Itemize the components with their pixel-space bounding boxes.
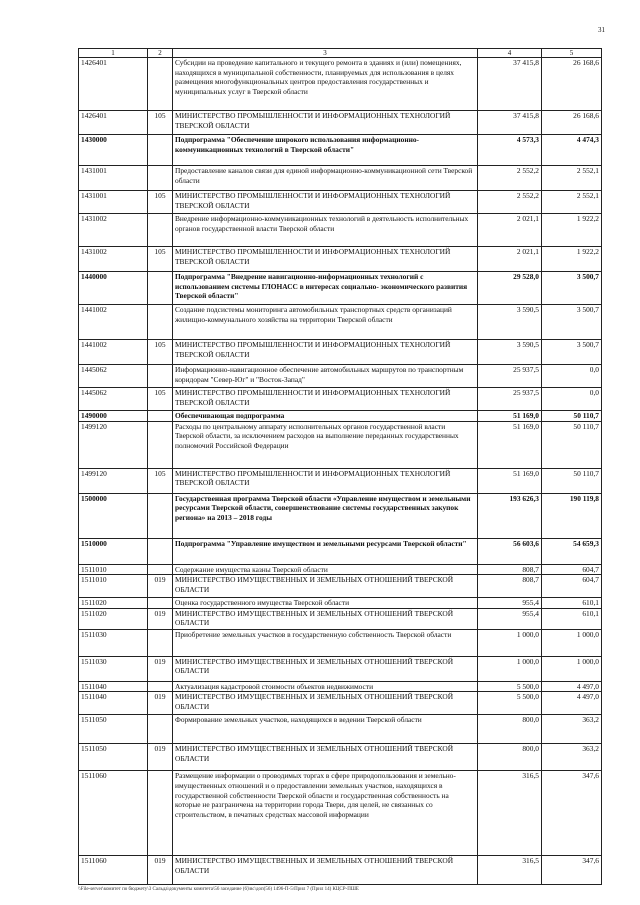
gr-cell	[148, 538, 173, 564]
gr-cell: 019	[148, 744, 173, 771]
actual-value-cell: 26 168,6	[542, 58, 602, 111]
gr-cell	[148, 58, 173, 111]
actual-value-cell: 604,7	[542, 564, 602, 575]
table-row	[79, 681, 602, 692]
name-cell: Создание подсистемы мониторинга автомобильных транспортных средств организаций жилищно-коммунального хозяйства на территории Тверской области	[173, 305, 478, 340]
actual-value-cell: 347,6	[542, 771, 602, 856]
gr-cell	[148, 771, 173, 856]
actual-value-cell: 26 168,6	[542, 111, 602, 135]
actual-value-cell: 3 500,7	[542, 272, 602, 305]
actual-value-cell: 2 552,1	[542, 166, 602, 191]
actual-value-cell: 1 922,2	[542, 214, 602, 247]
name-cell: МИНИСТЕРСТВО ИМУЩЕСТВЕННЫХ И ЗЕМЕЛЬНЫХ ОТНОШЕНИЙ ТВЕРСКОЙ ОБЛАСТИ	[173, 744, 478, 771]
gr-cell: 105	[148, 468, 173, 493]
name-cell: Подпрограмма "Управление имуществом и земельными ресурсами Тверской области"	[173, 538, 478, 564]
code-cell: 1500000	[79, 493, 148, 538]
header-col-4: 4	[478, 49, 542, 58]
table-row	[79, 538, 602, 564]
gr-cell: 105	[148, 111, 173, 135]
table-row	[79, 598, 602, 609]
name-cell: Приобретение земельных участков в государственную собственность Тверской области	[173, 629, 478, 656]
plan-value-cell: 37 415,8	[478, 58, 542, 111]
header-col-3: 3	[173, 49, 478, 58]
plan-value-cell: 5 500,0	[478, 681, 542, 692]
name-cell: МИНИСТЕРСТВО ПРОМЫШЛЕННОСТИ И ИНФОРМАЦИОННЫХ ТЕХНОЛОГИЙ ТВЕРСКОЙ ОБЛАСТИ	[173, 388, 478, 411]
gr-cell	[148, 411, 173, 422]
plan-value-cell: 3 590,5	[478, 340, 542, 365]
plan-value-cell: 51 169,0	[478, 468, 542, 493]
name-cell: МИНИСТЕРСТВО ПРОМЫШЛЕННОСТИ И ИНФОРМАЦИОННЫХ ТЕХНОЛОГИЙ ТВЕРСКОЙ ОБЛАСТИ	[173, 468, 478, 493]
code-cell: 1510000	[79, 538, 148, 564]
gr-cell	[148, 305, 173, 340]
actual-value-cell: 0,0	[542, 365, 602, 388]
table-row	[79, 58, 602, 111]
gr-cell: 019	[148, 656, 173, 681]
code-cell: 1430000	[79, 135, 148, 166]
gr-cell	[148, 493, 173, 538]
plan-value-cell: 56 603,6	[478, 538, 542, 564]
table-row	[79, 135, 602, 166]
plan-value-cell: 955,4	[478, 608, 542, 629]
table-row	[79, 247, 602, 272]
plan-value-cell: 3 590,5	[478, 305, 542, 340]
code-cell: 1511010	[79, 575, 148, 598]
table-row	[79, 214, 602, 247]
actual-value-cell: 347,6	[542, 856, 602, 885]
table-row	[79, 656, 602, 681]
table-row	[79, 365, 602, 388]
gr-cell: 019	[148, 692, 173, 715]
plan-value-cell: 25 937,5	[478, 365, 542, 388]
table-row	[79, 493, 602, 538]
table-row	[79, 564, 602, 575]
plan-value-cell: 2 552,2	[478, 191, 542, 214]
actual-value-cell: 2 552,1	[542, 191, 602, 214]
actual-value-cell: 1 000,0	[542, 629, 602, 656]
plan-value-cell: 2 021,1	[478, 247, 542, 272]
actual-value-cell: 4 474,3	[542, 135, 602, 166]
code-cell: 1511060	[79, 771, 148, 856]
name-cell: Подпрограмма "Обеспечение широкого использования информационно-коммуникационных технологий в Тверской области"	[173, 135, 478, 166]
name-cell: Предоставление каналов связи для единой информационно-коммуникационной сети Тверской области	[173, 166, 478, 191]
actual-value-cell: 363,2	[542, 744, 602, 771]
plan-value-cell: 29 528,0	[478, 272, 542, 305]
code-cell: 1511040	[79, 692, 148, 715]
table-header-row	[79, 49, 602, 58]
plan-value-cell: 5 500,0	[478, 692, 542, 715]
name-cell: МИНИСТЕРСТВО ПРОМЫШЛЕННОСТИ И ИНФОРМАЦИОННЫХ ТЕХНОЛОГИЙ ТВЕРСКОЙ ОБЛАСТИ	[173, 111, 478, 135]
table-row	[79, 715, 602, 744]
plan-value-cell: 37 415,8	[478, 111, 542, 135]
actual-value-cell: 50 110,7	[542, 468, 602, 493]
actual-value-cell: 50 110,7	[542, 421, 602, 468]
table-row	[79, 411, 602, 422]
actual-value-cell: 4 497,0	[542, 681, 602, 692]
gr-cell: 019	[148, 608, 173, 629]
table-row	[79, 468, 602, 493]
plan-value-cell: 2 552,2	[478, 166, 542, 191]
actual-value-cell: 3 500,7	[542, 340, 602, 365]
name-cell: Оценка государственного имущества Тверской области	[173, 598, 478, 609]
code-cell: 1499120	[79, 468, 148, 493]
name-cell: Государственная программа Тверской области «Управление имуществом и земельными ресурсами Тверской области, совершенствование системы государственных закупок региона» на 2013 – 2018 годы	[173, 493, 478, 538]
actual-value-cell: 50 110,7	[542, 411, 602, 422]
code-cell: 1511040	[79, 681, 148, 692]
gr-cell: 019	[148, 575, 173, 598]
plan-value-cell: 316,5	[478, 771, 542, 856]
table-row	[79, 272, 602, 305]
name-cell: Субсидии на проведение капитального и текущего ремонта в зданиях и (или) помещениях, находящихся в муниципальной собственности, планируемых для использования в целях размещения многофункциональных центров предоставления государственных и муниципальных услуг в Тверской области	[173, 58, 478, 111]
table-row	[79, 388, 602, 411]
table-row	[79, 191, 602, 214]
gr-cell	[148, 715, 173, 744]
actual-value-cell: 0,0	[542, 388, 602, 411]
plan-value-cell: 2 021,1	[478, 214, 542, 247]
code-cell: 1445062	[79, 388, 148, 411]
gr-cell	[148, 598, 173, 609]
table-row	[79, 608, 602, 629]
name-cell: МИНИСТЕРСТВО ПРОМЫШЛЕННОСТИ И ИНФОРМАЦИОННЫХ ТЕХНОЛОГИЙ ТВЕРСКОЙ ОБЛАСТИ	[173, 340, 478, 365]
code-cell: 1511050	[79, 744, 148, 771]
name-cell: Информационно-навигационное обеспечение автомобильных маршрутов по транспортным коридорам "Север-Юг" и "Восток-Запад"	[173, 365, 478, 388]
name-cell: Формирование земельных участков, находящихся в ведении Тверской области	[173, 715, 478, 744]
table-row	[79, 692, 602, 715]
code-cell: 1431002	[79, 214, 148, 247]
plan-value-cell: 316,5	[478, 856, 542, 885]
actual-value-cell: 604,7	[542, 575, 602, 598]
actual-value-cell: 54 659,3	[542, 538, 602, 564]
name-cell: МИНИСТЕРСТВО ИМУЩЕСТВЕННЫХ И ЗЕМЕЛЬНЫХ ОТНОШЕНИЙ ТВЕРСКОЙ ОБЛАСТИ	[173, 575, 478, 598]
header-col-2: 2	[148, 49, 173, 58]
gr-cell	[148, 681, 173, 692]
gr-cell: 105	[148, 191, 173, 214]
code-cell: 1511010	[79, 564, 148, 575]
plan-value-cell: 51 169,0	[478, 411, 542, 422]
code-cell: 1426401	[79, 58, 148, 111]
name-cell: Внедрение информационно-коммуникационных технологий в деятельность исполнительных органов государственной власти Тверской области	[173, 214, 478, 247]
plan-value-cell: 800,0	[478, 744, 542, 771]
budget-table	[78, 48, 602, 885]
name-cell: Актуализация кадастровой стоимости объектов недвижимости	[173, 681, 478, 692]
code-cell: 1431001	[79, 191, 148, 214]
actual-value-cell: 3 500,7	[542, 305, 602, 340]
code-cell: 1441002	[79, 305, 148, 340]
header-col-5: 5	[542, 49, 602, 58]
plan-value-cell: 800,0	[478, 715, 542, 744]
name-cell: Размещение информации о проводимых торгах в сфере природопользования и земельно-имущественных отношений и о предоставлении земельных участков, находящихся в государственной собственности Тверской области и государственная собственность на которые не разграничена на территории города Твери, для целей, не связанных со строительством, в печатных средствах массовой информации	[173, 771, 478, 856]
gr-cell	[148, 214, 173, 247]
page-number: 31	[598, 26, 605, 34]
table-row	[79, 856, 602, 885]
name-cell: Расходы по центральному аппарату исполнительных органов государственной власти Тверской области, за исключением расходов на выполнение переданных государственных полномочий Российской Федерации	[173, 421, 478, 468]
gr-cell	[148, 365, 173, 388]
actual-value-cell: 1 922,2	[542, 247, 602, 272]
plan-value-cell: 955,4	[478, 598, 542, 609]
table-row	[79, 340, 602, 365]
code-cell: 1511020	[79, 608, 148, 629]
code-cell: 1431002	[79, 247, 148, 272]
name-cell: МИНИСТЕРСТВО ИМУЩЕСТВЕННЫХ И ЗЕМЕЛЬНЫХ ОТНОШЕНИЙ ТВЕРСКОЙ ОБЛАСТИ	[173, 692, 478, 715]
table-row	[79, 305, 602, 340]
gr-cell: 105	[148, 340, 173, 365]
budget-table-body	[79, 49, 602, 885]
name-cell: МИНИСТЕРСТВО ИМУЩЕСТВЕННЫХ И ЗЕМЕЛЬНЫХ ОТНОШЕНИЙ ТВЕРСКОЙ ОБЛАСТИ	[173, 856, 478, 885]
actual-value-cell: 4 497,0	[542, 692, 602, 715]
table-row	[79, 166, 602, 191]
plan-value-cell: 808,7	[478, 564, 542, 575]
plan-value-cell: 25 937,5	[478, 388, 542, 411]
code-cell: 1431001	[79, 166, 148, 191]
table-row	[79, 771, 602, 856]
table-row	[79, 111, 602, 135]
plan-value-cell: 51 169,0	[478, 421, 542, 468]
table-row	[79, 421, 602, 468]
code-cell: 1441002	[79, 340, 148, 365]
actual-value-cell: 610,1	[542, 608, 602, 629]
gr-cell	[148, 135, 173, 166]
code-cell: 1426401	[79, 111, 148, 135]
table-row	[79, 629, 602, 656]
gr-cell: 105	[148, 388, 173, 411]
name-cell: Содержание имущества казны Тверской области	[173, 564, 478, 575]
gr-cell	[148, 421, 173, 468]
code-cell: 1445062	[79, 365, 148, 388]
name-cell: МИНИСТЕРСТВО ПРОМЫШЛЕННОСТИ И ИНФОРМАЦИОННЫХ ТЕХНОЛОГИЙ ТВЕРСКОЙ ОБЛАСТИ	[173, 247, 478, 272]
name-cell: Подпрограмма "Внедрение навигационно-информационных технологий с использованием системы ГЛОНАСС в интересах социально- экономического развития Тверской области"	[173, 272, 478, 305]
code-cell: 1511050	[79, 715, 148, 744]
gr-cell	[148, 272, 173, 305]
table-row	[79, 744, 602, 771]
actual-value-cell: 610,1	[542, 598, 602, 609]
code-cell: 1440000	[79, 272, 148, 305]
header-col-1: 1	[79, 49, 148, 58]
gr-cell: 019	[148, 856, 173, 885]
plan-value-cell: 4 573,3	[478, 135, 542, 166]
file-path-footer: \\File-server\комитет по бюджету\3 Сальда\документы комитета\56 заседание (6)\вс\доп(56) 1496-П-5\Прил 7 (Прил 14) КЦСР-ПШЕ	[78, 887, 359, 892]
name-cell: МИНИСТЕРСТВО ИМУЩЕСТВЕННЫХ И ЗЕМЕЛЬНЫХ ОТНОШЕНИЙ ТВЕРСКОЙ ОБЛАСТИ	[173, 608, 478, 629]
plan-value-cell: 1 000,0	[478, 629, 542, 656]
plan-value-cell: 193 626,3	[478, 493, 542, 538]
code-cell: 1511020	[79, 598, 148, 609]
actual-value-cell: 1 000,0	[542, 656, 602, 681]
actual-value-cell: 190 119,8	[542, 493, 602, 538]
code-cell: 1511030	[79, 629, 148, 656]
code-cell: 1490000	[79, 411, 148, 422]
gr-cell: 105	[148, 247, 173, 272]
name-cell: Обеспечивающая подпрограмма	[173, 411, 478, 422]
code-cell: 1499120	[79, 421, 148, 468]
name-cell: МИНИСТЕРСТВО ПРОМЫШЛЕННОСТИ И ИНФОРМАЦИОННЫХ ТЕХНОЛОГИЙ ТВЕРСКОЙ ОБЛАСТИ	[173, 191, 478, 214]
table-row	[79, 575, 602, 598]
plan-value-cell: 808,7	[478, 575, 542, 598]
gr-cell	[148, 629, 173, 656]
plan-value-cell: 1 000,0	[478, 656, 542, 681]
gr-cell	[148, 564, 173, 575]
code-cell: 1511030	[79, 656, 148, 681]
actual-value-cell: 363,2	[542, 715, 602, 744]
name-cell: МИНИСТЕРСТВО ИМУЩЕСТВЕННЫХ И ЗЕМЕЛЬНЫХ ОТНОШЕНИЙ ТВЕРСКОЙ ОБЛАСТИ	[173, 656, 478, 681]
code-cell: 1511060	[79, 856, 148, 885]
gr-cell	[148, 166, 173, 191]
